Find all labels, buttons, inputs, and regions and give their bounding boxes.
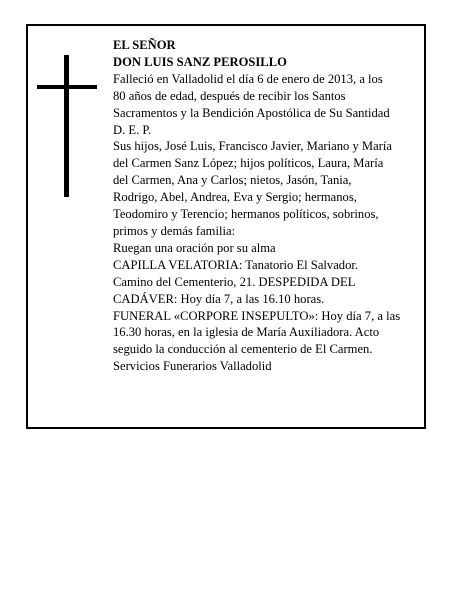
cross-vertical-bar [64, 55, 69, 197]
notice-line: Ruegan una oración por su alma [113, 240, 276, 255]
notice-line: FUNERAL «CORPORE INSEPULTO»: Hoy día 7, a las [113, 308, 401, 323]
notice-line: Camino del Cementerio, 21. DESPEDIDA DEL [113, 274, 356, 289]
notice-line: Rodrigo, Abel, Andrea, Eva y Sergio; hermanos, [113, 190, 357, 205]
cross-icon [37, 55, 97, 197]
notice-line: CADÁVER: Hoy día 7, a las 16.10 horas. [113, 291, 325, 306]
cross-horizontal-bar [37, 85, 97, 89]
notice-line: del Carmen, Ana y Carlos; nietos, Jasón, Tania, [113, 173, 352, 188]
deceased-name: DON LUIS SANZ PEROSILLO [113, 54, 287, 69]
notice-text [113, 37, 429, 375]
notice-line: 80 años de edad, después de recibir los Santos [113, 88, 346, 103]
notice-line: Falleció en Valladolid el día 6 de enero de 2013, a los [113, 71, 383, 86]
notice-line: Sacramentos y la Bendición Apostólica de Su Santidad [113, 105, 390, 120]
notice-line: D. E. P. [113, 122, 152, 137]
notice-line: Sus hijos, José Luis, Francisco Javier, Mariano y María [113, 139, 392, 154]
notice-line: seguido la conducción al cementerio de El Carmen. [113, 342, 373, 357]
notice-line: Servicios Funerarios Valladolid [113, 359, 272, 374]
notice-line: del Carmen Sanz López; hijos políticos, Laura, María [113, 156, 384, 171]
notice-line: primos y demás familia: [113, 223, 236, 238]
notice-line: 16.30 horas, en la iglesia de María Auxiliadora. Acto [113, 325, 380, 340]
notice-heading: EL SEÑOR [113, 38, 176, 52]
notice-line: Teodomiro y Terencio; hermanos políticos, sobrinos, [113, 207, 379, 222]
notice-line: CAPILLA VELATORIA: Tanatorio El Salvador. [113, 257, 359, 272]
